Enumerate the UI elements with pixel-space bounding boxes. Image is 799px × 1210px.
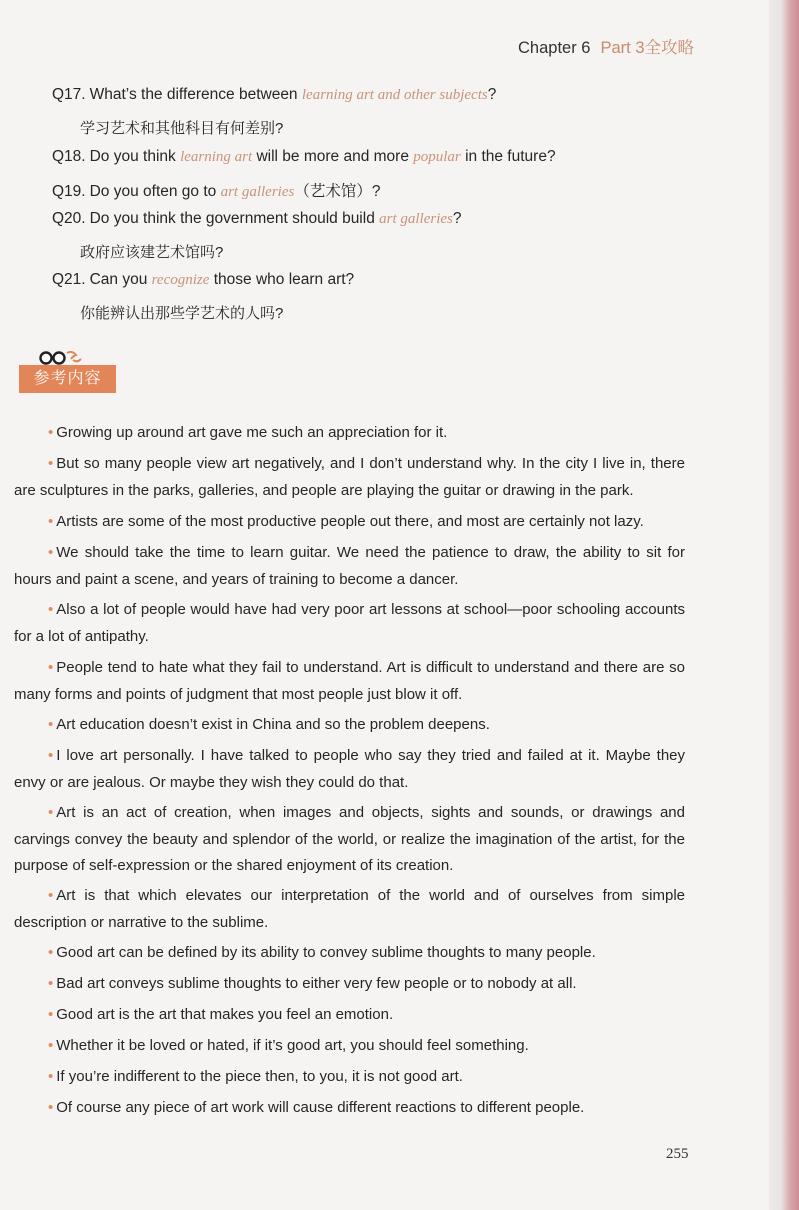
question-q17 — [52, 86, 496, 104]
bullet: • — [48, 544, 54, 561]
bullet: • — [48, 804, 54, 821]
keyword: learning art — [180, 149, 253, 165]
paragraph: • I love art personally. I have talked to people who say they tried and failed at it. Maybe they envy or are jealous. Or maybe they wish they could do that. — [14, 747, 685, 791]
paragraph: • People tend to hate what they fail to understand. Art is difficult to understand and there are so many forms and points of judgment that most people just blow it off. — [14, 659, 685, 703]
bullet: • — [48, 887, 54, 904]
bullet: • — [48, 659, 54, 676]
question-text: What’s the difference between — [89, 86, 302, 103]
glasses-icon — [29, 349, 89, 365]
part-label: Part 3全攻略 — [600, 39, 694, 57]
paragraph: • If you’re indifferent to the piece then, to you, it is not good art. — [48, 1068, 463, 1085]
paragraph: • Artists are some of the most productive people out there, and most are certainly not lazy. — [48, 513, 644, 530]
page-number: 255 — [666, 1146, 689, 1162]
bullet: • — [48, 1099, 54, 1116]
question-text: Do you often go to — [89, 183, 221, 200]
translation-q17: 学习艺术和其他科目有何差别? — [80, 120, 284, 137]
paragraph: • Whether it be loved or hated, if it’s good art, you should feel something. — [48, 1037, 529, 1054]
question-text-end: （艺术馆）? — [294, 183, 381, 200]
paragraph: • But so many people view art negatively, and I don’t understand why. In the city I live in, there are sculptures in the parks, galleries, and people are playing the guitar or drawing in the park. — [14, 455, 685, 499]
question-text-end: those who learn art? — [209, 271, 355, 288]
translation-q21: 你能辨认出那些学艺术的人吗? — [80, 305, 284, 322]
bullet: • — [48, 601, 54, 618]
page-edge — [769, 0, 799, 1210]
question-text: Can you — [89, 271, 152, 288]
bullet: • — [48, 1068, 54, 1085]
paragraph: • Also a lot of people would have had very poor art lessons at school—poor schooling accounts for a lot of antipathy. — [14, 601, 685, 645]
paragraph: • We should take the time to learn guitar. We need the patience to draw, the ability to sit for hours and paint a scene, and years of training to become a dancer. — [14, 544, 685, 588]
translation-q20: 政府应该建艺术馆吗? — [80, 244, 224, 261]
keyword: recognize — [151, 272, 210, 288]
bullet: • — [48, 1006, 54, 1023]
chapter-label: Chapter 6 — [518, 39, 591, 57]
bullet: • — [48, 1037, 54, 1054]
bullet: • — [48, 975, 54, 992]
paragraph: • Growing up around art gave me such an appreciation for it. — [48, 424, 448, 441]
question-text-end: in the future? — [460, 148, 556, 165]
paragraph: • Bad art conveys sublime thoughts to either very few people or to nobody at all. — [48, 975, 577, 992]
question-number: Q20. — [52, 210, 86, 227]
paragraph: • Good art can be defined by its ability to convey sublime thoughts to many people. — [48, 944, 596, 961]
question-number: Q19. — [52, 183, 86, 200]
paragraph: • Art is that which elevates our interpretation of the world and of ourselves from simple description or narrative to the sublime. — [14, 887, 685, 931]
question-text: Do you think — [89, 148, 181, 165]
section-badge — [19, 349, 116, 395]
question-number: Q18. — [52, 148, 86, 165]
paragraph: • Art is an act of creation, when images and objects, sights and sounds, or drawings and carvings convey the beauty and splendor of the world, or realize the imagination of the artist, for the purpose of self-expression or the shared enjoyment of its creation. — [14, 804, 685, 874]
bullet: • — [48, 455, 54, 472]
question-text-mid: will be more and more — [252, 148, 414, 165]
question-number: Q17. — [52, 86, 86, 103]
question-text: Do you think the government should build — [89, 210, 380, 227]
question-text-end: ? — [452, 210, 462, 227]
keyword-2: popular — [413, 149, 461, 165]
bullet: • — [48, 716, 54, 733]
question-number: Q21. — [52, 271, 86, 288]
bullet: • — [48, 944, 54, 961]
question-q18 — [52, 148, 556, 166]
question-text-end: ? — [487, 86, 497, 103]
keyword: learning art and other subjects — [301, 87, 488, 103]
section-title: 参考内容 — [19, 365, 116, 393]
keyword: art galleries — [220, 184, 295, 200]
question-q19 — [52, 179, 380, 201]
bullet: • — [48, 424, 54, 441]
bullet: • — [48, 513, 54, 530]
running-header — [518, 34, 694, 58]
keyword: art galleries — [379, 211, 453, 227]
bullet: • — [48, 747, 54, 764]
paragraph: • Art education doesn’t exist in China and so the problem deepens. — [48, 716, 490, 733]
paragraph: • Good art is the art that makes you feel an emotion. — [48, 1006, 394, 1023]
question-q21 — [52, 271, 354, 289]
paragraph: • Of course any piece of art work will cause different reactions to different people. — [48, 1099, 585, 1116]
question-q20 — [52, 210, 462, 228]
